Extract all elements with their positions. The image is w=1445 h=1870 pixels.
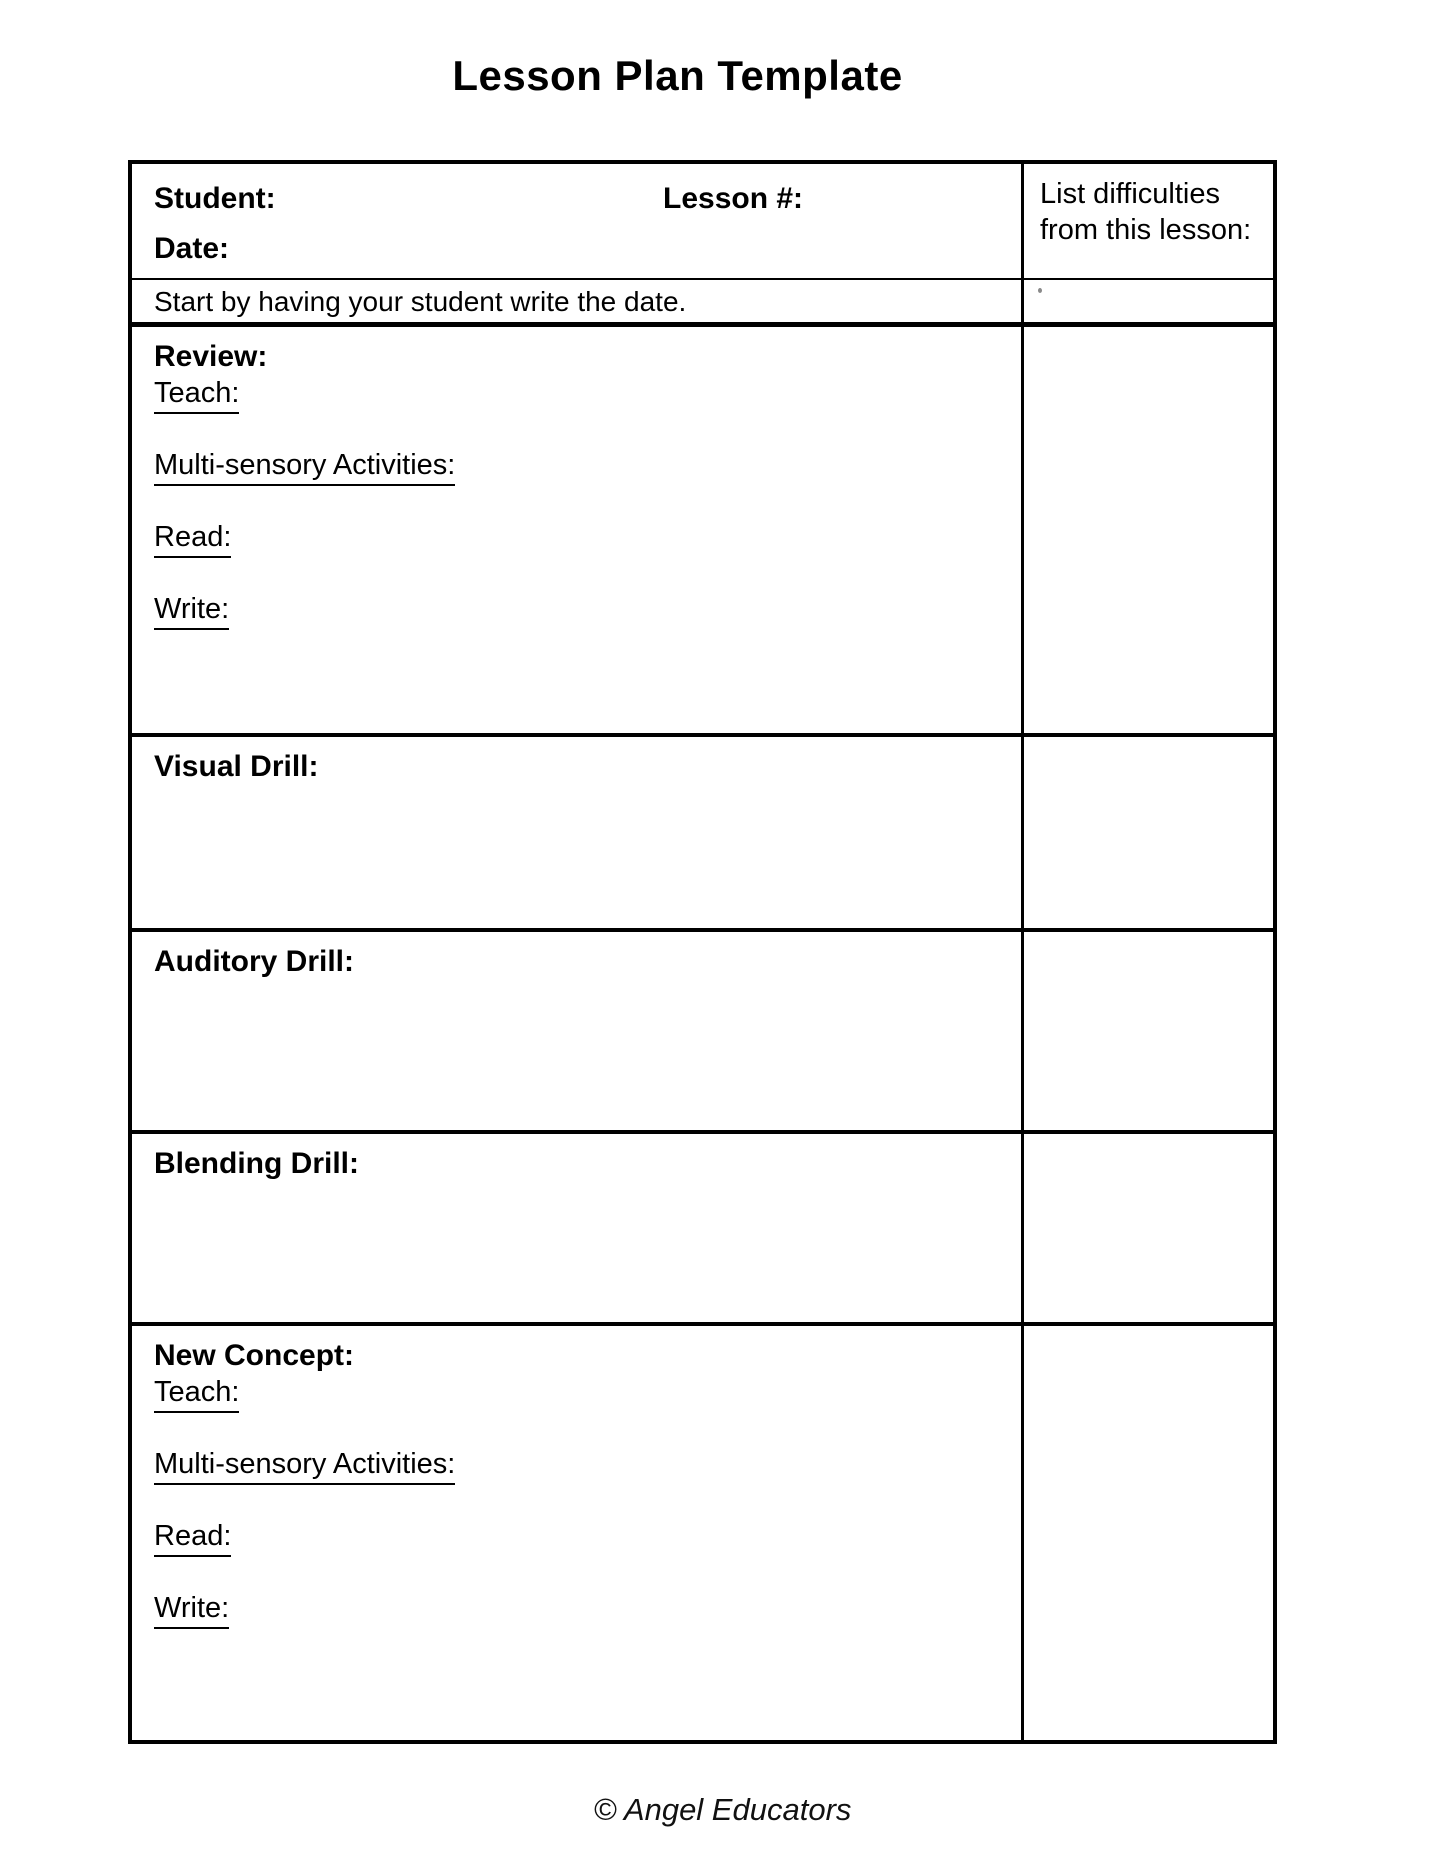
blending-drill-difficulties-cell [1024, 1134, 1273, 1322]
blending-drill-title: Blending Drill: [154, 1147, 359, 1180]
blank-line [154, 411, 1003, 447]
section-row-visual-drill [132, 737, 1273, 932]
new-concept-item-multisensory: Multi-sensory Activities: [154, 1446, 1003, 1482]
new-concept-item-read: Read: [154, 1518, 1003, 1554]
blank-line [154, 555, 1003, 591]
new-concept-title: New Concept: [154, 1339, 355, 1372]
new-concept-main-cell [132, 1326, 1024, 1740]
blending-drill-main-cell [132, 1134, 1024, 1322]
auditory-drill-main-cell [132, 932, 1024, 1130]
review-item-multisensory: Multi-sensory Activities: [154, 447, 1003, 483]
blank-line [154, 483, 1003, 519]
lesson-number-label: Lesson #: [663, 182, 804, 215]
instruction-text: Start by having your student write the date. [154, 286, 687, 317]
auditory-drill-title: Auditory Drill: [154, 945, 354, 978]
difficulties-label: List difficulties from this lesson: [1040, 178, 1252, 246]
lesson-plan-table [128, 160, 1277, 1744]
review-item-teach: Teach: [154, 375, 1003, 411]
review-main-cell [132, 327, 1024, 733]
instruction-main-cell [132, 280, 1024, 322]
review-difficulties-cell [1024, 327, 1273, 733]
page-title: Lesson Plan Template [452, 52, 903, 99]
review-title: Review: [154, 340, 268, 373]
instruction-side-cell [1024, 280, 1273, 322]
blank-line [154, 1554, 1003, 1590]
section-row-auditory-drill [132, 932, 1273, 1134]
header-row [132, 164, 1273, 280]
visual-drill-difficulties-cell [1024, 737, 1273, 928]
section-row-review [132, 327, 1273, 737]
instruction-row [132, 280, 1273, 327]
copyright-footer: © Angel Educators [593, 1792, 852, 1827]
section-row-new-concept [132, 1326, 1273, 1740]
header-line-1 [154, 180, 1003, 218]
review-item-read: Read: [154, 519, 1003, 555]
header-main-cell [132, 164, 1024, 278]
new-concept-difficulties-cell [1024, 1326, 1273, 1740]
date-label: Date: [154, 232, 230, 265]
blank-line [154, 1482, 1003, 1518]
new-concept-item-teach: Teach: [154, 1374, 1003, 1410]
stray-pen-mark [1038, 288, 1042, 293]
review-item-write: Write: [154, 591, 1003, 627]
blank-line [154, 1410, 1003, 1446]
student-label: Student: [154, 182, 276, 215]
new-concept-item-write: Write: [154, 1590, 1003, 1626]
visual-drill-title: Visual Drill: [154, 750, 319, 783]
visual-drill-main-cell [132, 737, 1024, 928]
difficulties-header-cell [1024, 164, 1273, 278]
section-row-blending-drill [132, 1134, 1273, 1326]
auditory-drill-difficulties-cell [1024, 932, 1273, 1130]
